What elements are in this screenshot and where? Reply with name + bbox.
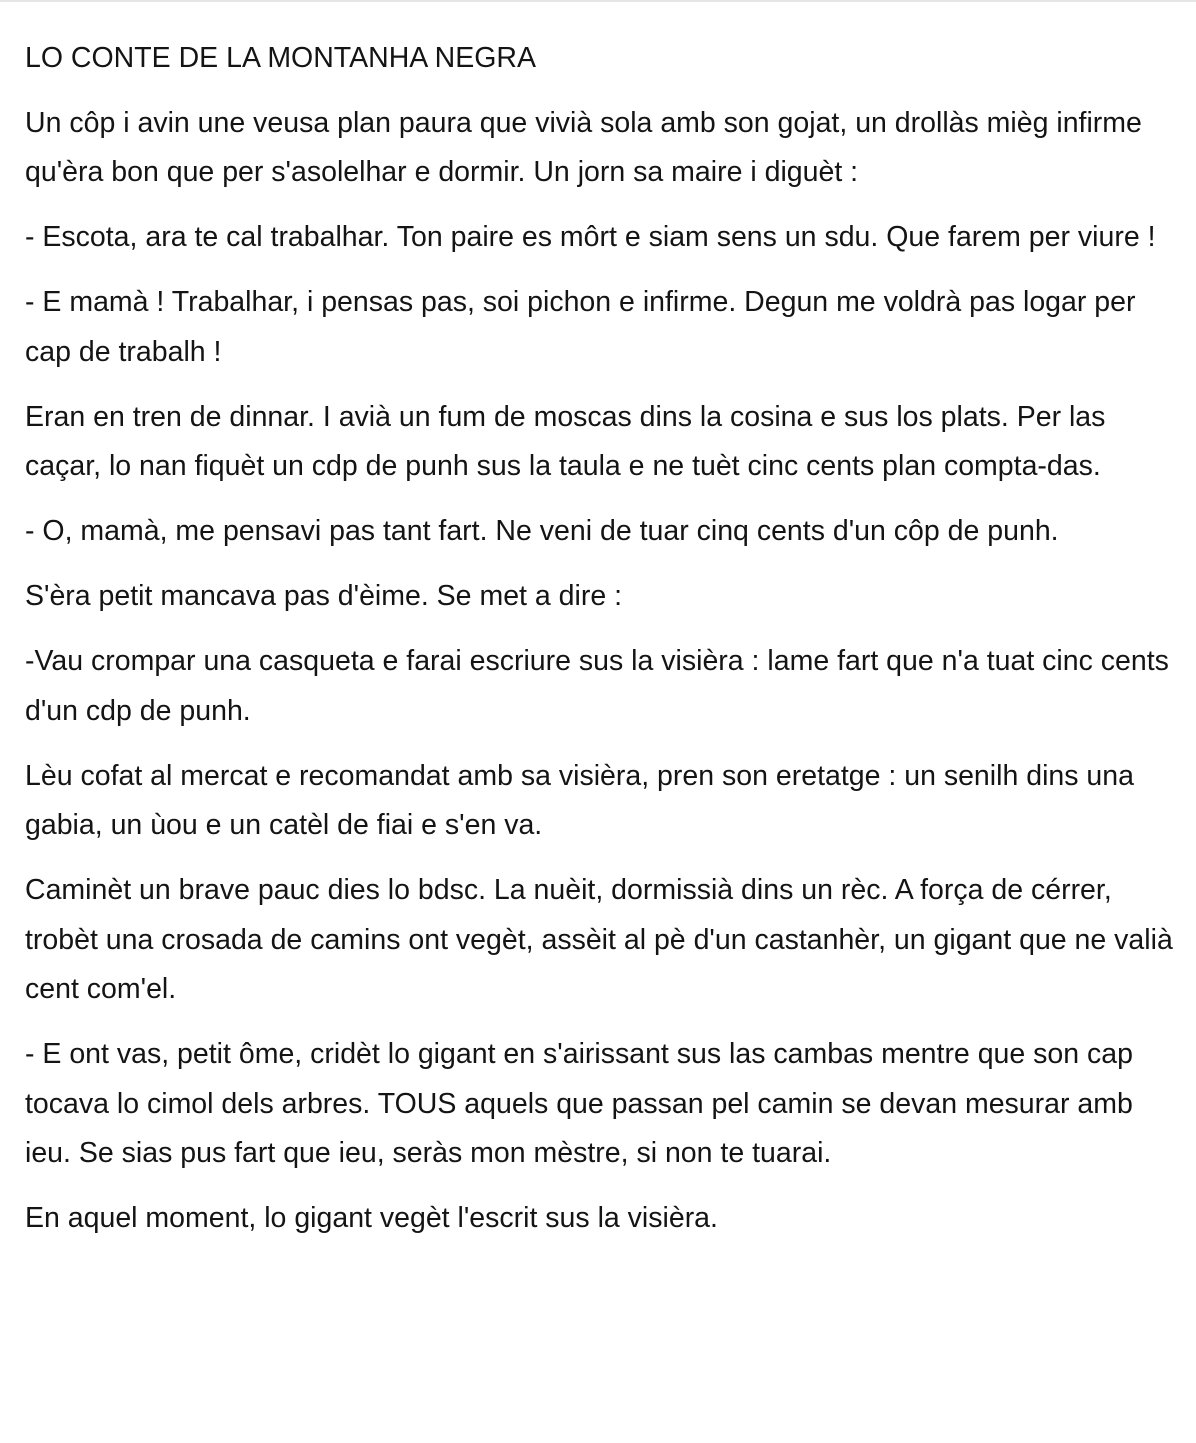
paragraph-6: S'èra petit mancava pas d'èime. Se met a dire :: [25, 580, 623, 612]
paragraph-9: Caminèt un brave pauc dies lo bdsc. La nuèit, dormissià dins un rèc. A força de cérrer, trobèt una crosada de camins ont vegèt, assèit al pè d'un castanhèr, un gigant que ne valià cent com'el.: [25, 874, 1173, 1005]
paragraph-2: - Escota, ara te cal trabalhar. Ton paire es môrt e siam sens un sdu. Que farem per viure !: [25, 221, 1156, 253]
paragraph-10: - E ont vas, petit ôme, cridèt lo gigant en s'airissant sus las cambas mentre que son cap tocava lo cimol dels arbres. TOUS aquels que passan pel camin se devan mesurar amb ieu. Se sias pus fart que ieu, seràs mon mèstre, si non te tuarai.: [25, 1038, 1133, 1169]
document-title: LO CONTE DE LA MONTANHA NEGRA: [25, 42, 536, 74]
paragraph-11: En aquel moment, lo gigant vegèt l'escrit sus la visièra.: [25, 1202, 718, 1234]
paragraph-3: - E mamà ! Trabalhar, i pensas pas, soi pichon e infirme. Degun me voldrà pas logar per cap de trabalh !: [25, 286, 1136, 368]
top-border: [0, 0, 1196, 2]
paragraph-4: Eran en tren de dinnar. I avià un fum de moscas dins la cosina e sus los plats. Per las caçar, lo nan fiquèt un cdp de punh sus la taula e ne tuèt cinc cents plan compta-das.: [25, 400, 1106, 482]
paragraph-7: -Vau crompar una casqueta e farai escriure sus la visièra : lame fart que n'a tuat cinc cents d'un cdp de punh.: [25, 645, 1169, 727]
paragraph-1: Un côp i avin une veusa plan paura que vivià sola amb son gojat, un drollàs mièg infirme qu'èra bon que per s'asolelhar e dormir. Un jorn sa maire i diguèt :: [25, 106, 1142, 188]
paragraph-5: - O, mamà, me pensavi pas tant fart. Ne veni de tuar cinq cents d'un côp de punh.: [25, 515, 1059, 547]
paragraph-8: Lèu cofat al mercat e recomandat amb sa visièra, pren son eretatge : un senilh dins una gabia, un ùou e un catèl de fiai e s'en va.: [25, 759, 1134, 841]
document-page: [25, 34, 1175, 1259]
